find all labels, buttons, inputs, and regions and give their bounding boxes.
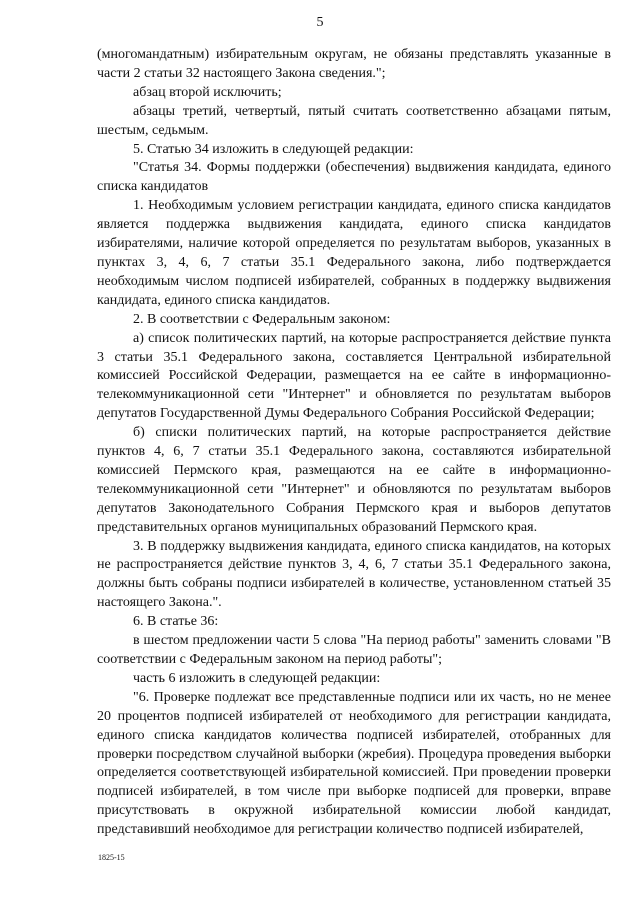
paragraph-delete-second-indent: абзац второй исключить; [133, 84, 282, 100]
paragraph-part-6-intro: часть 6 изложить в следующей редакции: [133, 670, 381, 686]
paragraph-article-34-part-3: 3. В поддержку выдвижения кандидата, единого списка кандидатов, на которых не распространяется действие пунктов 3, 4, 6, 7 статьи 35.1 Федерального закона, должны быть собраны подписи избирателей в количестве, установленном статьей 35 настоящего Закона.". [97, 538, 611, 611]
paragraph-item-6: 6. В статье 36: [133, 614, 219, 630]
paragraph-item-5: 5. Статью 34 изложить в следующей редакции: [133, 141, 414, 157]
paragraph-article-34-part-1: 1. Необходимым условием регистрации кандидата, единого списка кандидатов является поддержка выдвижения кандидата, единого списка кандидатов избирателями, наличие которой определяется по результатам выборов, указанных в пунктах 3, 4, 6, 7 статьи 35.1 Федерального закона, либо подтверждается необходимым числом подписей избирателей, собранных в поддержку выдвижения кандидата, единого списка кандидатов. [97, 198, 611, 308]
paragraph-renumber-indents: абзацы третий, четвертый, пятый считать соответственно абзацами пятым, шестым, седьмым. [97, 103, 611, 138]
paragraph-article-34-part-2-a: а) список политических партий, на которые распространяется действие пункта 3 статьи 35.1 Федерального закона, составляется Центральной избирательной комиссией Российской Федерации, размещается на ее сайте в информационно-телекоммуникационной сети "Интернет" и обновляется по результатам выборов депутатов Государственной Думы Федерального Собрания Российской Федерации; [97, 330, 611, 422]
paragraph-part-5-amendment: в шестом предложении части 5 слова "На период работы" заменить словами "В соответствии с Федеральным законом на период работы"; [97, 633, 611, 667]
document-body [97, 46, 611, 840]
paragraph-article-34-heading: "Статья 34. Формы поддержки (обеспечения) выдвижения кандидата, единого списка кандидатов [97, 160, 611, 195]
document-code: 1825-15 [98, 853, 125, 862]
paragraph-article-34-part-2: 2. В соответствии с Федеральным законом: [133, 311, 391, 327]
paragraph-part-6-text: "6. Проверке подлежат все представленные подписи или их часть, но не менее 20 процентов подписей избирателей от необходимого для регистрации кандидата, единого списка кандидатов количества подписей избирателей, отобранных для проверки посредством случайной выборки (жребия). Процедура проведения выборки определяется соответствующей избирательной комиссией. При проведении проверки подписей избирателей, в том числе при выборке подписей для проверки, вправе присутствовать в окружной избирательной комиссии любой кандидат, представивший необходимое для регистрации количество подписей избирателей, [97, 689, 611, 838]
page-number: 5 [316, 15, 324, 30]
paragraph-continuation: (многомандатным) избирательным округам, не обязаны представлять указанные в части 2 статьи 32 настоящего Закона сведения."; [97, 47, 611, 81]
paragraph-article-34-part-2-b: б) списки политических партий, на которые распространяется действие пунктов 4, 6, 7 статьи 35.1 Федерального закона, составляются избирательной комиссией Пермского края, размещаются на ее сайте в информационно-телекоммуникационной сети "Интернет" и обновляются по результатам выборов депутатов Законодательного Собрания Пермского края и выборов депутатов представительных органов муниципальных образований Пермского края. [97, 425, 611, 535]
